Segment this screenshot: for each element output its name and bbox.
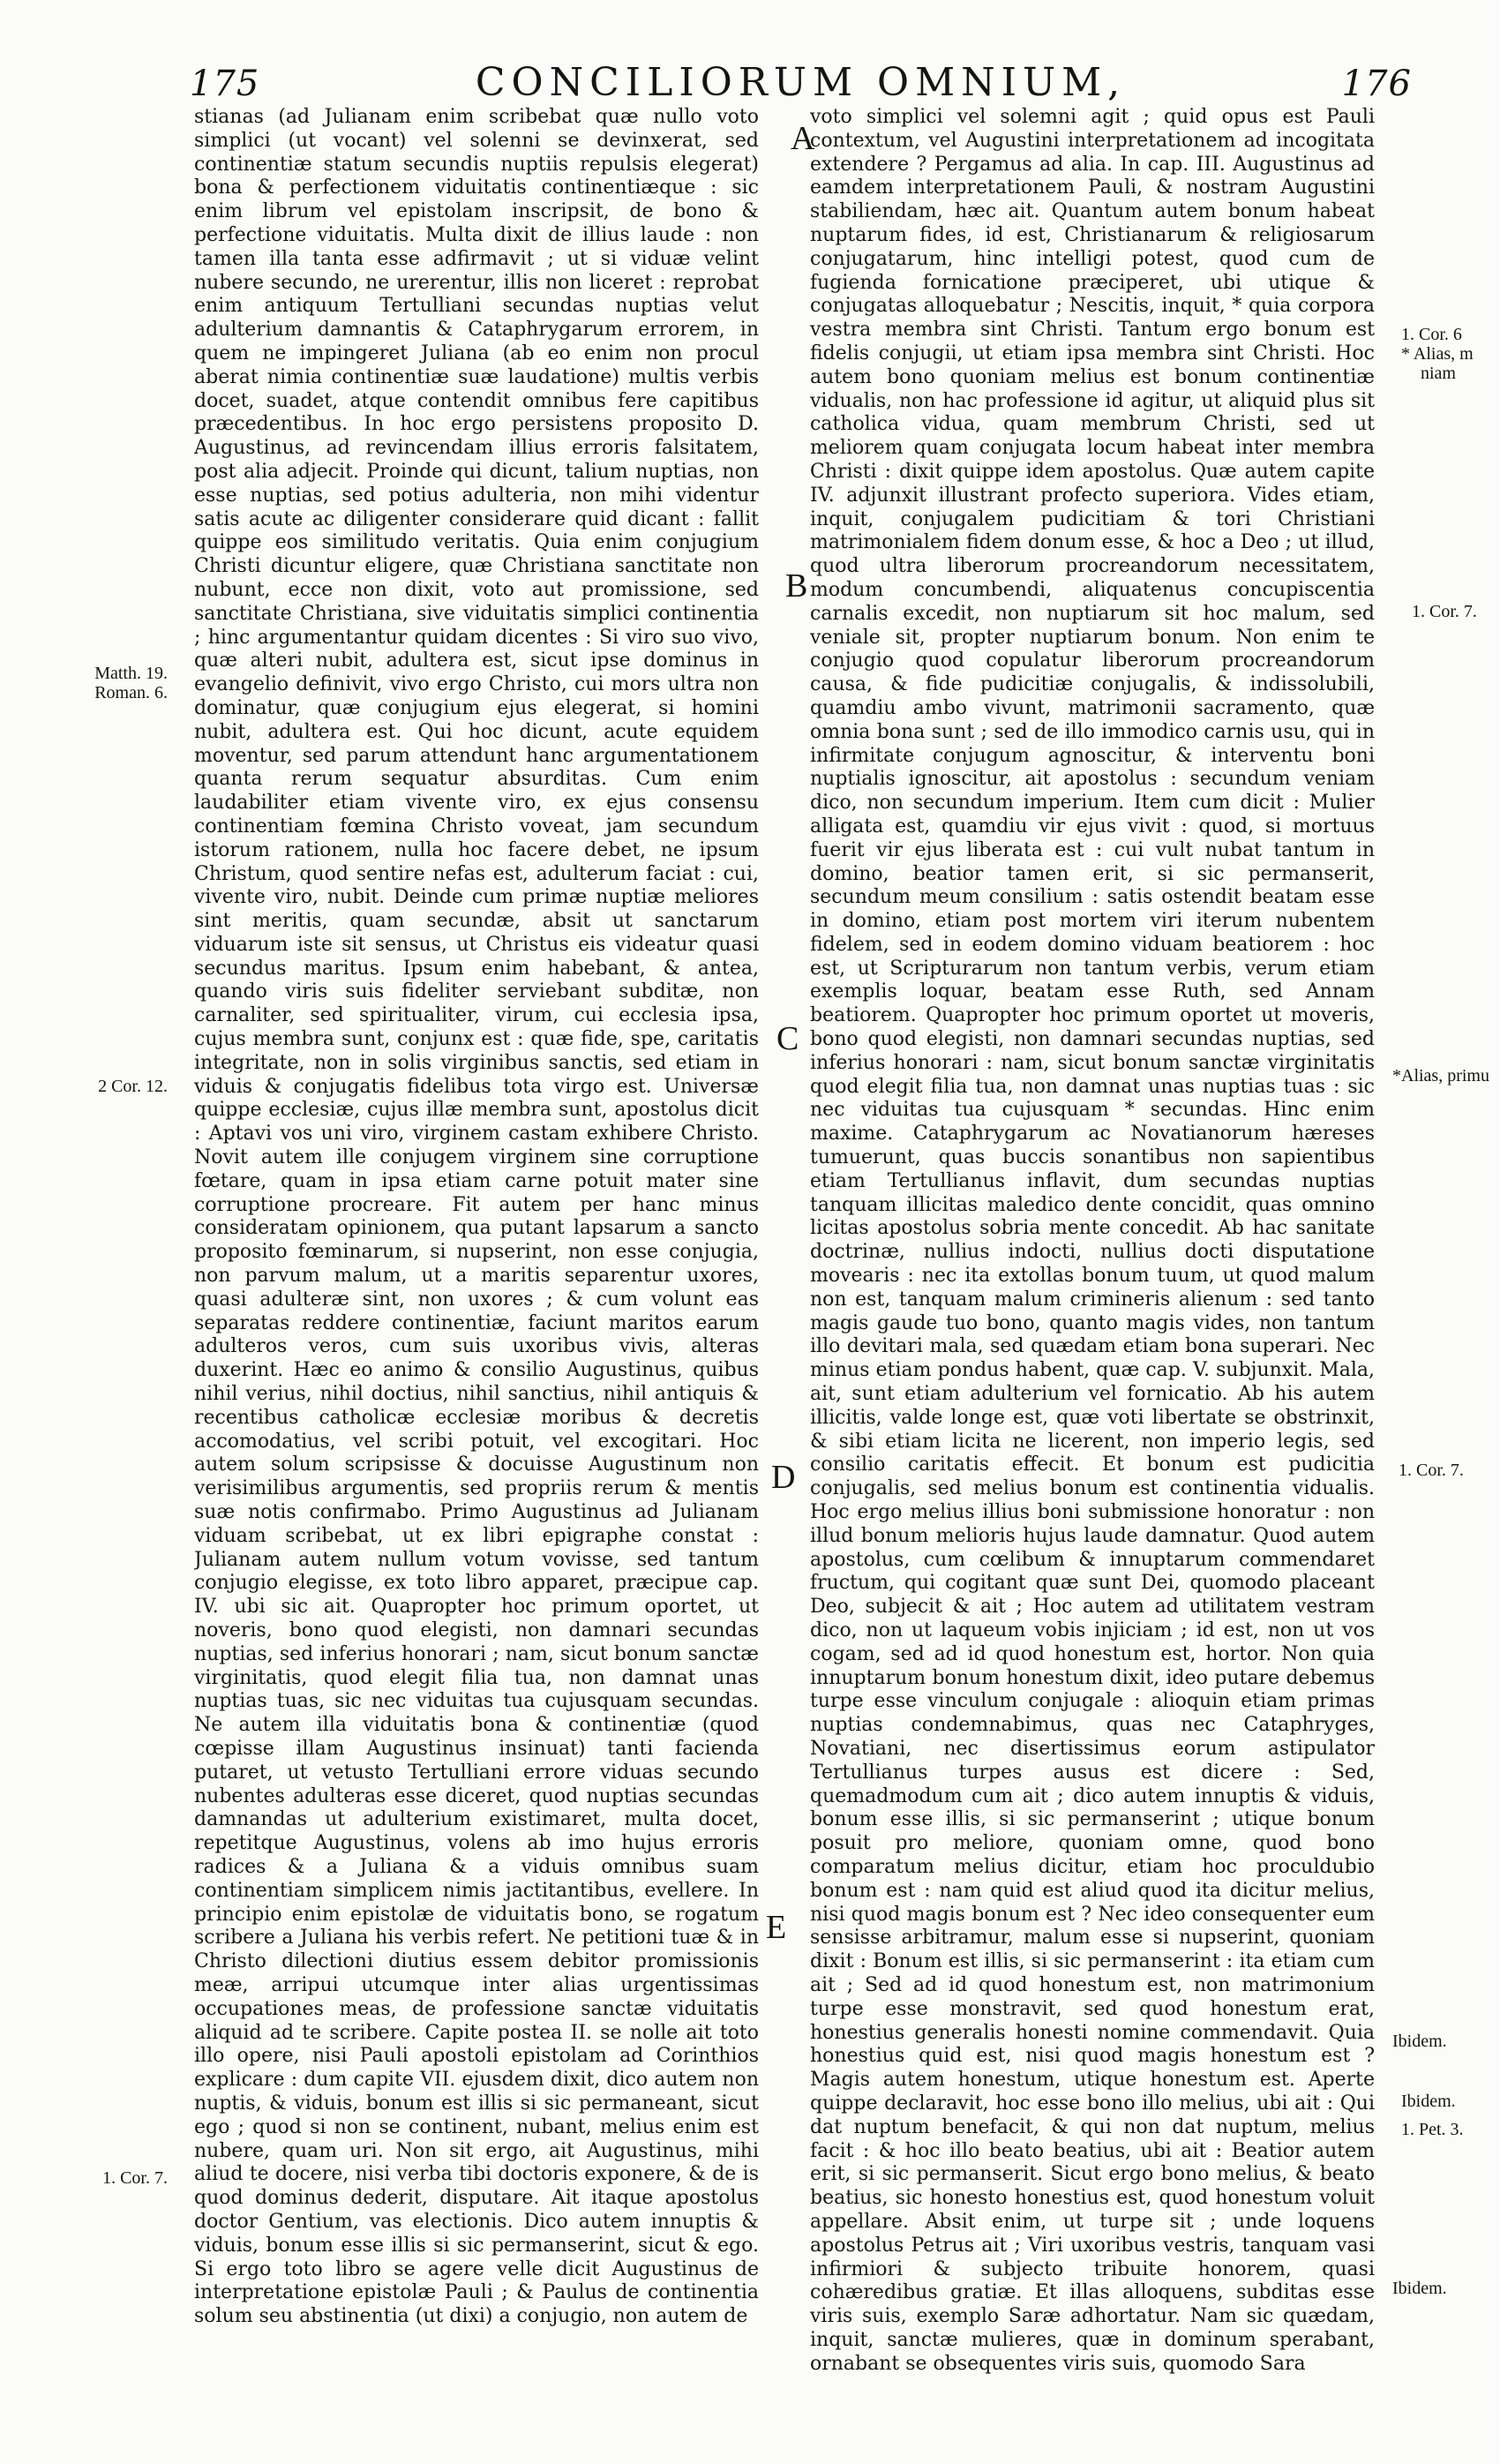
text-column-right: [810, 106, 1375, 2453]
margin-note-2cor12: 2 Cor. 12.: [98, 1077, 168, 1096]
margin-note-1cor6: 1. Cor. 6: [1401, 325, 1462, 344]
running-header: [190, 60, 1412, 113]
page-number-left: 175: [190, 64, 260, 104]
text-column-left: [194, 106, 759, 2453]
section-letter-a: A: [791, 120, 815, 157]
margin-note-ibidem-3: Ibidem.: [1392, 2279, 1447, 2298]
paragraph: voto simplici vel solemni agit ; quid opus est Pauli contextum, vel Augustini interpretationem ad incogitata extendere ? Pergamus ad alia. In cap. III. Augustinus ad eamdem interpretationem Pauli, & nostram Augustini stabiliendam, hæc ait. Quantum autem bonum habeat nuptarum fides, id est, Christianarum & religiosarum conjugatarum, hinc intelligi potest, quod cum de fugienda fornicatione præciperet, ubi utique & conjugatas alloquebatur ; Nescitis, inquit, * quia corpora vestra membra sint Christi. Tantum ergo bonum est fidelis conjugii, ut etiam ipsa membra sint Christi. Hoc autem bono quoniam melius est bonum continentiæ vidualis, non hac professione id agitur, ut aliquid plus sit catholica vidua, quam membrum Christi, sed ut meliorem quam conjugata locum habeat inter membra Christi : dixit quippe idem apostolus. Quæ autem capite IV. adjunxit illustrant profecto superiora. Vides etiam, inquit, conjugalem pudicitiam & tori Christiani matrimonialem fidem donum esse, & hoc a Deo ; ut illud, quod ultra liberorum procreandorum necessitatem, modum concumbendi, aliquatenus concupiscentia carnalis excedit, non nuptiarum sit hoc malum, sed veniale sit, propter nuptiarum bonum. Non enim te conjugio quod copulatur liberorum procreandorum causa, & fide pudicitiæ conjugalis, & indissolubili, quamdiu ambo vivunt, matrimonii sacramento, quæ omnia bona sunt ; sed de illo immodico carnis usu, qui in infirmitate conjugum agnoscitur, & interventu boni nuptialis ignoscitur, ait apostolus : secundum veniam dico, non secundum imperium. Item cum dicit : Mulier alligata est, quamdiu vir ejus vivit : quod, si mortuus fuerit vir ejus liberata est : cui vult nubat tantum in domino, beatior tamen erit, si sic permanserit, secundum meum consilium : satis ostendit beatam esse in domino, etiam post mortem viri iterum nubentem fidelem, sed in eodem domino viduam beatiorem : hoc est, ut Scripturarum non tantum verbis, verum etiam exemplis loquar, beatam esse Ruth, sed Annam beatiorem. Quapropter hoc primum oportet ut moveris, bono quod elegisti, non damnari secundas nuptias, sed inferius honorari : nam, sicut bonum sanctæ virginitatis quod elegit filia tua, non damnat unas nuptias tuas : sic nec viduitas tua cujusquam * secundas. Hinc enim maxime. Cataphrygarum ac Novatianorum hæreses tumuerunt, quas buccis sonantibus non sapientibus etiam Tertullianus inflavit, dum secundas nuptias tanquam illicitas maledico dente concidit, quas omnino licitas apostolus sobria mente concedit. Ab hac sanitate doctrinæ, nullius indocti, nullius docti disputatione movearis : nec ita extollas bonum tuum, ut quod malum non est, tanquam malum crimineris alienum : sed tanto magis gaude tuo bono, quanto magis vides, non tantum illo devitari mala, sed quædam etiam bona superari. Nec minus etiam pondus habent, quæ cap. V. subjunxit. Mala, ait, sunt etiam adulterium vel fornicatio. Ab his autem illicitis, valde longe est, quæ voti libertate se obstrinxit, & sibi etiam licita ne licerent, non imperio legis, sed consilio caritatis effecit. Et bonum est pudicitia conjugalis, sed melius bonum est continentia vidualis. Hoc ergo melius illius boni submissione honoratur : non illud bonum melioris hujus laude damnatur. Quod autem apostolus, cum cœlibum & innuptarum commendaret fructum, qui cogitant quæ sunt Dei, quomodo placeant Deo, subjecit & ait ; Hoc autem ad utilitatem vestram dico, non ut laqueum vobis injiciam ; id est, non ut vos cogam, sed ad id quod honestum est, hortor. Non quia innuptarum bonum honestum dixit, ideo putare debemus turpe esse vinculum conjugale : alioquin etiam primas nuptias condemnabimus, quas nec Cataphryges, Novatiani, nec disertissimus eorum astipulator Tertullianus turpes ausus est dicere : Sed, quemadmodum cum ait ; dico autem innuptis & viduis, bonum esse illis, si sic permanserint ; utique bonum posuit pro meliore, quoniam omne, quod bono comparatum melius dicitur, etiam hoc proculdubio bonum est : nam quid est aliud quod ita dicitur melius, nisi quod magis bonum est ? Nec ideo consequenter eum sensisse arbitramur, malum esse si nupserint, quoniam dixit : Bonum est illis, si sic permanserint : ita etiam cum ait ; Sed ad id quod honestum est, non matrimonium turpe esse monstravit, sed quod honestum erat, honestius generalis honesti nomine commendavit. Quia honestius quid est, nisi quod magis honestum est ? Magis autem honestum, utique honestum est. Aperte quippe declaravit, hoc esse bono illo melius, ubi ait : Qui dat nuptum benefacit, & qui non dat nuptum, melius facit : & hoc illo beato beatius, ubi ait : Beatior autem erit, si sic permanserit. Sicut ergo bono melius, & beato beatius, sic honesto honestius est, quod honestum voluit appellare. Absit enim, ut turpe sit ; unde loquens apostolus Petrus ait ; Viri uxoribus vestris, tanquam vasi infirmiori & subjecto tribuite honorem, quasi cohæredibus gratiæ. Et illas alloquens, subditas esse viris suis, exemplo Saræ adhortatur. Nam sic quædam, inquit, sanctæ mulieres, quæ in dominum sperabant, ornabant se obsequentes viris suis, quomodo Sara: [810, 106, 1375, 2375]
paragraph: stianas (ad Julianam enim scribebat quæ nullo voto simplici (ut vocant) vel solenni se devinxerat, sed continentiæ statum secundis nuptiis repulsis elegerat) bona & perfectionem viduitatis continentiæque : sic enim librum vel epistolam inscripsit, de bono & perfectione viduitatis. Multa dixit de illius laude : non tamen illa tanta esse adfirmavit ; ut si viduæ velint nubere secundo, ne urerentur, illis non liceret : reprobat enim antiquum Tertulliani secundas nuptias velut adulterium damnantis & Cataphrygarum errorem, in quem ne impingeret Juliana (ab eo enim non procul aberat nimia continentiæ suæ laudatione) multis verbis docet, suadet, atque contendit omnibus fere capitibus præcedentibus. In hoc ergo persistens proposito D. Augustinus, ad revincendam illius erroris falsitatem, post alia adjecit. Proinde qui dicunt, talium nuptias, non esse nuptias, sed potius adulteria, non mihi videntur satis acute ac diligenter considerare quid dicant : fallit quippe eos similitudo veritatis. Quia enim conjugium Christi dicuntur eligere, quæ Christiana sanctitate non nubunt, ecce non dixit, voto aut promissione, sed sanctitate Christiana, sive viduitatis simplici continentia ; hinc argumentantur quidam dicentes : Si viro suo vivo, quæ alteri nubit, adultera est, sicut ipse dominus in evangelio definivit, vivo ergo Christo, cui mors ultra non dominatur, quæ conjugium ejus elegerat, si homini nubit, adultera est. Qui hoc dicunt, acute equidem moventur, sed parum attendunt hanc argumentationem quanta rerum sequatur absurditas. Cum enim laudabiliter etiam vivente viro, ex ejus consensu continentiam fœmina Christo voveat, jam secundum istorum rationem, nulla hoc facere debet, ne ipsum Christum, quod sentire nefas est, adulterum faciat : cui, vivente viro, nubit. Deinde cum primæ nuptiæ meliores sint meritis, quam secundæ, absit ut sanctarum viduarum iste sit sensus, ut Christus eis videatur quasi secundus maritus. Ipsum enim habebant, & antea, quando viris suis fideliter serviebant subditæ, non carnaliter, sed spiritualiter, virum, cui ecclesia ipsa, cujus membra sunt, conjunx est : quæ fide, spe, caritatis integritate, non in solis virginibus sanctis, sed etiam in viduis & conjugatis fidelibus tota virgo est. Universæ quippe ecclesiæ, cujus illæ membra sunt, apostolus dicit : Aptavi vos uni viro, virginem castam exhibere Christo. Novit autem ille conjugem virginem sine corruptione fœtare, quam in ipsa etiam carne potuit mater sine corruptione procreare. Fit autem per hanc minus consideratam opinionem, qua putant lapsarum a sancto proposito fœminarum, si nupserint, non esse conjugia, non parvum malum, ut a maritis separentur uxores, quasi adulteræ sint, non uxores ; & cum volunt eas separatas reddere continentiæ, faciunt maritos earum adulteros veros, cum suis uxoribus vivis, alteras duxerint. Hæc eo animo & consilio Augustinus, quibus nihil verius, nihil doctius, nihil sanctius, nihil antiquis & recentibus catholicæ ecclesiæ moribus & decretis accomodatius, vel scribi potuit, vel excogitari. Hoc autem solum scripsisse & docuisse Augustinum non verisimilibus argumentis, sed propriis rerum & mentis suæ notis confirmabo. Primo Augustinus ad Julianam viduam scribebat, ut ex libri epigraphe constat : Julianam autem nullum votum vovisse, sed tantum conjugio elegisse, ex toto libro apparet, præcipue cap. IV. ubi sic ait. Quapropter hoc primum oportet, ut noveris, bono quod elegisti, non damnari secundas nuptias, sed inferius honorari ; nam, sicut bonum sanctæ virginitatis, quod elegit filia tua, non damnat unas nuptias tuas, sic nec viduitas tua cujusquam secundas. Ne autem illa viduitatis bona & continentiæ (quod cœpisse illam Augustinus insinuat) tanti facienda putaret, ut vetusto Tertulliani errore viduas secundo nubentes adulteras esse diceret, quod nuptias secundas damnandas ut adulterium existimaret, multa docet, repetitque Augustinus, volens ab imo hujus erroris radices & a Juliana & a viduis omnibus suam continentiam simplicem nimis jactitantibus, evellere. In principio enim epistolæ de viduitatis bono, se rogatum scribere a Juliana his verbis refert. Ne petitioni tuæ & in Christo dilectioni diutius essem debitor promissionis meæ, arripui utcumque inter alias urgentissimas occupationes meas, de professione sanctæ viduitatis aliquid ad te scribere. Capite postea II. se nolle ait toto illo opere, nisi Pauli apostoli epistolam ad Corinthios explicare : dum capite VII. ejusdem dixit, dico autem non nuptis, & viduis, bonum est illis si sic permaneant, sicut ego ; quod si non se continent, nubant, melius enim est nubere, quam uri. Non sit ergo, ait Augustinus, mihi aliud te docere, nisi verba tibi doctoris exponere, & de is quod dominus dederit, disputare. Ait itaque apostolus doctor Gentium, vas electionis. Dico autem innuptis & viduis, bonum esse illis si sic permanserint, sicut & ego. Si ergo toto libro se agere velle dicit Augustinus de interpretatione epistolæ Pauli ; & Paulus de continentia solum seu abstinentia (ut dixi) a conjugio, non autem de: [194, 106, 759, 2328]
margin-note-ibidem-2: Ibidem.: [1401, 2092, 1456, 2111]
margin-note-roman: Roman. 6.: [94, 683, 168, 702]
margin-note-matth: Matth. 19.: [94, 664, 168, 683]
margin-note-alias-primu: *Alias, primu: [1392, 1066, 1489, 1086]
section-letter-d: D: [771, 1459, 796, 1496]
running-title: CONCILIORUM OMNIUM,: [475, 60, 1127, 105]
margin-note-1cor7: 1. Cor. 7.: [102, 2168, 168, 2188]
margin-note-alias-m: * Alias, m: [1401, 344, 1474, 364]
section-letter-c: C: [776, 1020, 799, 1057]
section-letter-e: E: [766, 1909, 787, 1946]
margin-note-1pet3: 1. Pet. 3.: [1401, 2120, 1464, 2139]
margin-note-niam: niam: [1421, 364, 1456, 383]
margin-note-ibidem-1: Ibidem.: [1392, 2032, 1447, 2051]
margin-note-1cor7-a: 1. Cor. 7.: [1412, 602, 1477, 621]
margin-note-1cor7-b: 1. Cor. 7.: [1399, 1461, 1464, 1480]
page-number-right: 176: [1341, 64, 1412, 104]
section-letter-b: B: [785, 567, 808, 605]
